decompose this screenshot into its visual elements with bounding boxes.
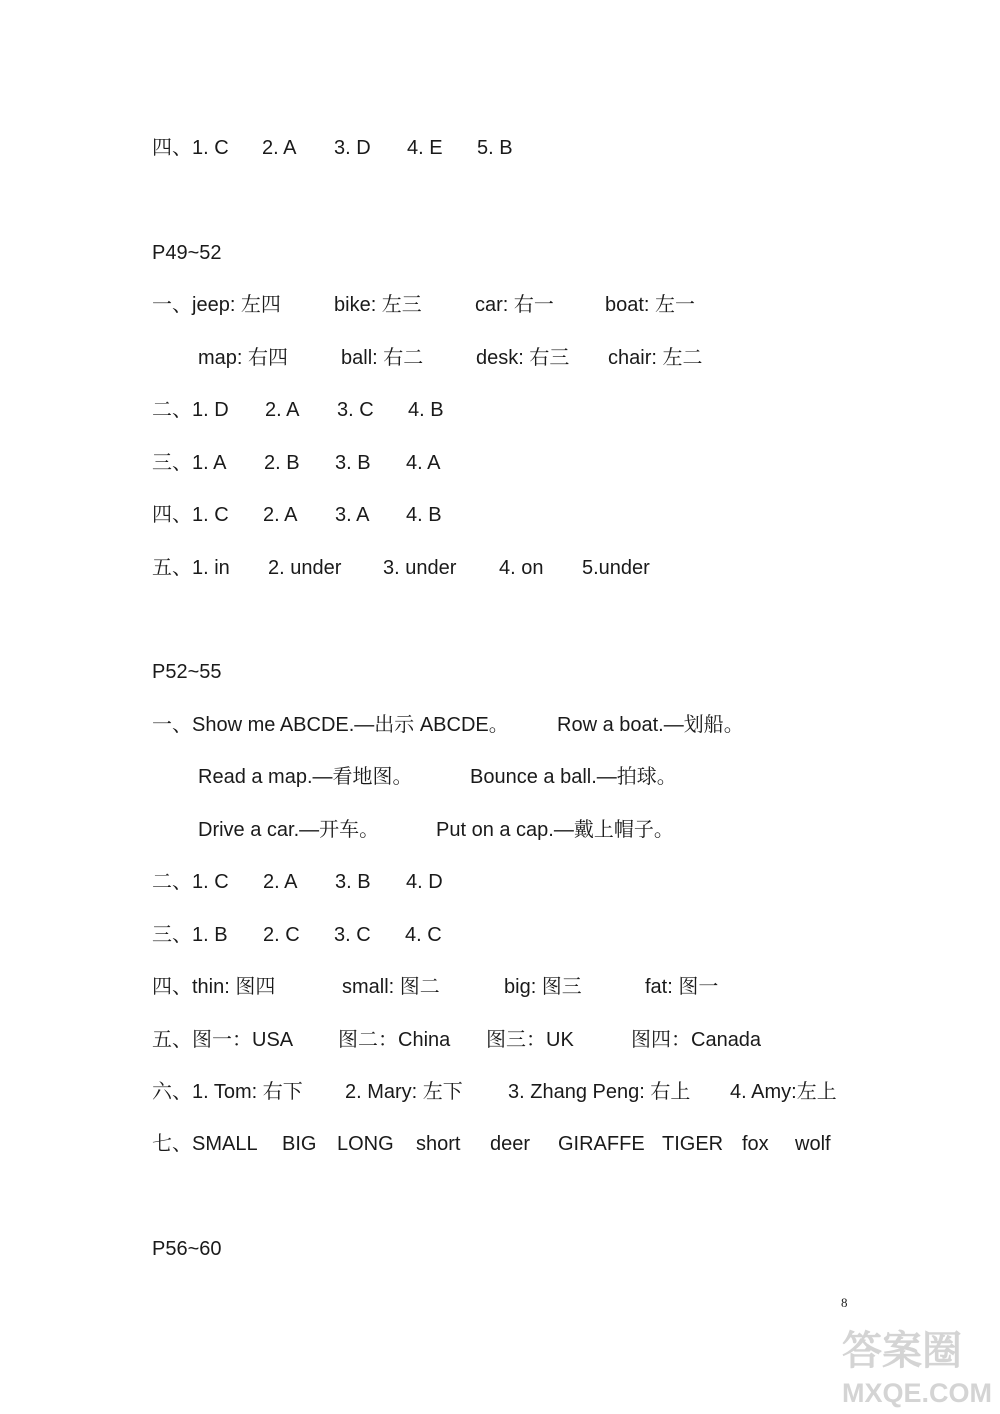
answer-line-p49-q3 (152, 450, 440, 476)
answer-line-p49-q1-row2 (198, 345, 702, 371)
question-number: 三、 (152, 924, 192, 946)
answer-item: 图一：USA (192, 1029, 294, 1051)
answer-item: SMALL (192, 1133, 258, 1155)
answer-item: 4. on (499, 557, 544, 579)
answer-item: 4. B (406, 504, 442, 526)
answer-item: Row a boat.—划船。 (557, 714, 744, 736)
answer-item: deer (490, 1133, 531, 1155)
answer-item: 3. D (334, 137, 371, 159)
answer-line-p52-q4 (152, 974, 718, 1000)
answer-item: desk: 右三 (476, 347, 570, 369)
answer-item: 2. A (263, 871, 298, 893)
answer-item: 4. D (406, 871, 443, 893)
answer-line-p52-q3 (152, 922, 442, 948)
answer-line-p52-q2 (152, 869, 443, 895)
answer-item: fat: 图一 (645, 976, 719, 998)
question-number: 二、 (152, 399, 192, 421)
answer-item: bike: 左三 (334, 294, 422, 316)
question-number: 六、 (152, 1081, 192, 1103)
answer-item: 3. C (337, 399, 374, 421)
answer-item: map: 右四 (198, 347, 289, 369)
section-title-p56-60: P56~60 (152, 1238, 222, 1260)
answer-item: 1. Tom: 右下 (192, 1081, 303, 1103)
answer-line-p52-q1-row2 (198, 764, 677, 790)
answer-item: 1. B (192, 924, 228, 946)
answer-item: 2. B (264, 452, 300, 474)
answer-item: 4. A (406, 452, 441, 474)
answer-item: 图二：China (338, 1029, 451, 1051)
answer-item: chair: 左二 (608, 347, 703, 369)
answer-line-p49-q1-row1 (152, 292, 695, 318)
answer-item: TIGER (662, 1133, 724, 1155)
answer-item: wolf (795, 1133, 831, 1155)
answer-item: Drive a car.—开车。 (198, 819, 380, 841)
answer-item: 2. A (262, 137, 297, 159)
answer-item: ball: 右二 (341, 347, 424, 369)
question-number: 一、 (152, 294, 192, 316)
answer-item: 5. B (477, 137, 513, 159)
question-number: 一、 (152, 714, 192, 736)
answer-item: 2. C (263, 924, 300, 946)
answer-line-p52-q1-row1 (152, 712, 744, 738)
answer-item: 1. in (192, 557, 230, 579)
answer-line-p52-q1-row3 (198, 817, 674, 843)
answer-item: 4. Amy:左上 (730, 1081, 837, 1103)
answer-item: 1. D (192, 399, 229, 421)
answer-item: 1. C (192, 137, 229, 159)
answer-item: 1. A (192, 452, 227, 474)
question-number: 二、 (152, 871, 192, 893)
answer-item: 图三：UK (486, 1029, 574, 1051)
answer-item: big: 图三 (504, 976, 582, 998)
answer-item: LONG (337, 1133, 394, 1155)
answer-item: 3. B (335, 871, 371, 893)
question-number: 三、 (152, 452, 192, 474)
section-title-p52-55: P52~55 (152, 661, 222, 683)
answer-item: 4. C (405, 924, 442, 946)
question-number: 五、 (152, 557, 192, 579)
watermark-text-bottom: MXQE.COM (842, 1378, 993, 1408)
answer-item: small: 图二 (342, 976, 440, 998)
answer-item: 3. Zhang Peng: 右上 (508, 1081, 691, 1103)
answer-item: fox (742, 1133, 769, 1155)
answer-item: car: 右一 (475, 294, 554, 316)
watermark-logo (838, 1318, 998, 1410)
answer-item: 图四：Canada (631, 1029, 762, 1051)
answer-line-p49-q4 (152, 502, 442, 528)
answer-line-p49-q5 (152, 555, 650, 581)
answer-item: Put on a cap.—戴上帽子。 (436, 819, 674, 841)
answer-item: Read a map.—看地图。 (198, 766, 413, 788)
question-number: 四、 (152, 976, 192, 998)
answer-item: 2. A (263, 504, 298, 526)
answer-item: 3. C (334, 924, 371, 946)
answer-line-top-4 (152, 135, 513, 161)
answer-item: GIRAFFE (558, 1133, 645, 1155)
question-number: 四、 (152, 137, 192, 159)
answer-item: 4. B (408, 399, 444, 421)
answer-line-p52-q7 (152, 1131, 831, 1157)
answer-item: Show me ABCDE.—出示 ABCDE。 (192, 714, 509, 736)
answer-item: short (416, 1133, 461, 1155)
answer-item: 2. under (268, 557, 342, 579)
page-number: 8 (841, 1295, 848, 1310)
answer-item: thin: 图四 (192, 976, 276, 998)
watermark-text-top: 答案圈 (842, 1329, 962, 1373)
answer-item: 2. Mary: 左下 (345, 1081, 463, 1103)
answer-line-p52-q6 (152, 1079, 837, 1105)
question-number: 四、 (152, 504, 192, 526)
answer-item: 5.under (582, 557, 650, 579)
question-number: 五、 (152, 1029, 192, 1051)
answer-item: 3. B (335, 452, 371, 474)
section-title-p49-52: P49~52 (152, 242, 222, 264)
answer-item: BIG (282, 1133, 317, 1155)
answer-item: 2. A (265, 399, 300, 421)
answer-item: 3. A (335, 504, 370, 526)
answer-item: 3. under (383, 557, 457, 579)
answer-item: boat: 左一 (605, 294, 696, 316)
answer-item: 4. E (407, 137, 443, 159)
question-number: 七、 (152, 1133, 192, 1155)
answer-line-p52-q5 (152, 1027, 761, 1053)
answer-line-p49-q2 (152, 397, 444, 423)
answer-item: 1. C (192, 504, 229, 526)
answer-item: Bounce a ball.—拍球。 (470, 766, 677, 788)
answer-item: jeep: 左四 (192, 294, 281, 316)
answer-item: 1. C (192, 871, 229, 893)
